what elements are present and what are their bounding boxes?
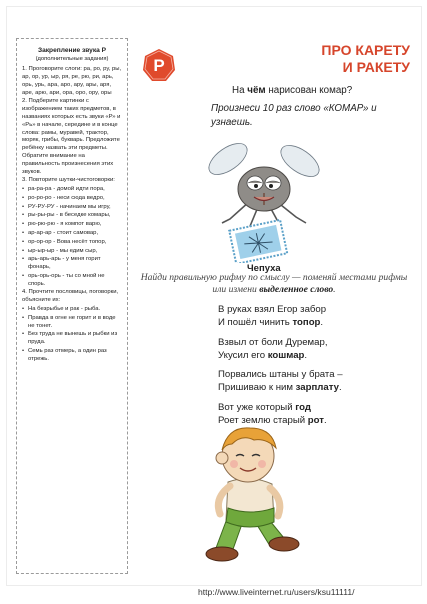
page-title: [250, 42, 410, 75]
verse-line: Вот уже который год: [218, 402, 311, 414]
sidebar-line: • ор-ор-ор - Вова несёт топор,: [22, 239, 122, 247]
chepukha-hint: Найди правильную рифму по смыслу — поменяй местами рифмы или измени выделенное слово.: [140, 272, 408, 296]
verse: [218, 369, 413, 395]
sidebar-line: • ро-ро-ро - неси сюда ведро,: [22, 195, 122, 203]
boy-illustration: [188, 420, 312, 566]
verse-line: И пошёл чинить топор.: [218, 316, 324, 328]
verse: [218, 304, 413, 330]
verse-line: Порвались штаны у брата –: [218, 369, 343, 381]
verse-line: Взвыл от боли Дуремар,: [218, 336, 328, 348]
sidebar-line: • РУ-РУ-РУ - начинаем мы игру,: [22, 204, 122, 212]
mosquito-stamp-illustration: [200, 131, 324, 263]
footer-url[interactable]: http://www.liveinternet.ru/users/ksu11111/: [198, 587, 355, 597]
sidebar-line: 1. Проговорите слоги: ра, ро, ру, ры, ар, ор, ур, ыр, ря, ре, рю, ри, арь, орь, урь, ара, аро, ару, ары, аря, аре, арю, ари, ора, оро, ору, оры: [22, 66, 122, 96]
riddle-question: На чём нарисован комар?: [232, 85, 353, 96]
chepukha-heading: Чепуха: [247, 263, 281, 274]
verse-line: Укусил его кошмар.: [218, 349, 308, 361]
hint-bold: выделенное слово: [259, 284, 334, 296]
sidebar-line: • ры-ры-ры - в беседке комары,: [22, 212, 122, 220]
sidebar-title: Закрепление звука Р: [37, 47, 107, 54]
sidebar-line: 3. Повторите шутки-чистоговорки:: [22, 177, 115, 184]
title-line-2: И РАКЕТУ: [342, 58, 410, 75]
sidebar-line: • орь-орь-орь - ты со мной не спорь.: [22, 273, 122, 289]
sidebar-line: • ра-ра-ра - домой идти пора,: [22, 186, 122, 194]
sidebar-subtitle: (дополнительные задания): [35, 55, 109, 62]
verses-block: [218, 304, 413, 435]
verse-line: Роет землю старый рот.: [218, 414, 327, 426]
sidebar-line: • Семь раз отмерь, а один раз отрежь.: [22, 348, 122, 364]
question-bold-word: чём: [247, 85, 266, 96]
sidebar-line: • ыр-ыр-ыр - мы едим сыр,: [22, 248, 122, 256]
sidebar-line: • ар-ар-ар - стоит самовар,: [22, 230, 122, 238]
verse-line: В руках взял Егор забор: [218, 304, 327, 315]
sidebar-list: [22, 66, 122, 363]
logo-letter: Р: [153, 56, 165, 75]
sidebar-exercises: [16, 38, 128, 574]
sidebar-line: 4. Прочтите пословицы, поговорки, объясните их:: [22, 289, 119, 304]
verse: [218, 337, 413, 363]
sidebar-line: • рю-рю-рю - я компот варю,: [22, 221, 122, 229]
title-line-1: ПРО КАРЕТУ: [321, 42, 410, 58]
sidebar-line: • Без труда не вынешь и рыбки из пруда.: [22, 331, 122, 347]
verse-line: Пришиваю к ним зарплату.: [218, 382, 342, 394]
sidebar-line: • арь-арь-арь - у меня горит фонарь,: [22, 256, 122, 272]
sidebar-line: • На безрыбье и рак - рыба.: [22, 306, 122, 314]
sidebar-line: • Правда в огне не горит и в воде не тонет.: [22, 315, 122, 331]
letter-r-logo-icon: [142, 48, 176, 82]
sidebar-line: 2. Подберите картинки с изображением таких предметов, в названиях которых есть звуки «Р» и «Рь» в начале, середине и в конце слова: рамы, муравей, трактор, моряк, грибы, букварь. Предложите ребёнку назвать эти предметы. Обратите внимание на правильность произнесения этих звуков.: [22, 98, 121, 175]
riddle-instruction: Произнеси 10 раз слово «КОМАР» и узнаешь.: [211, 103, 377, 129]
